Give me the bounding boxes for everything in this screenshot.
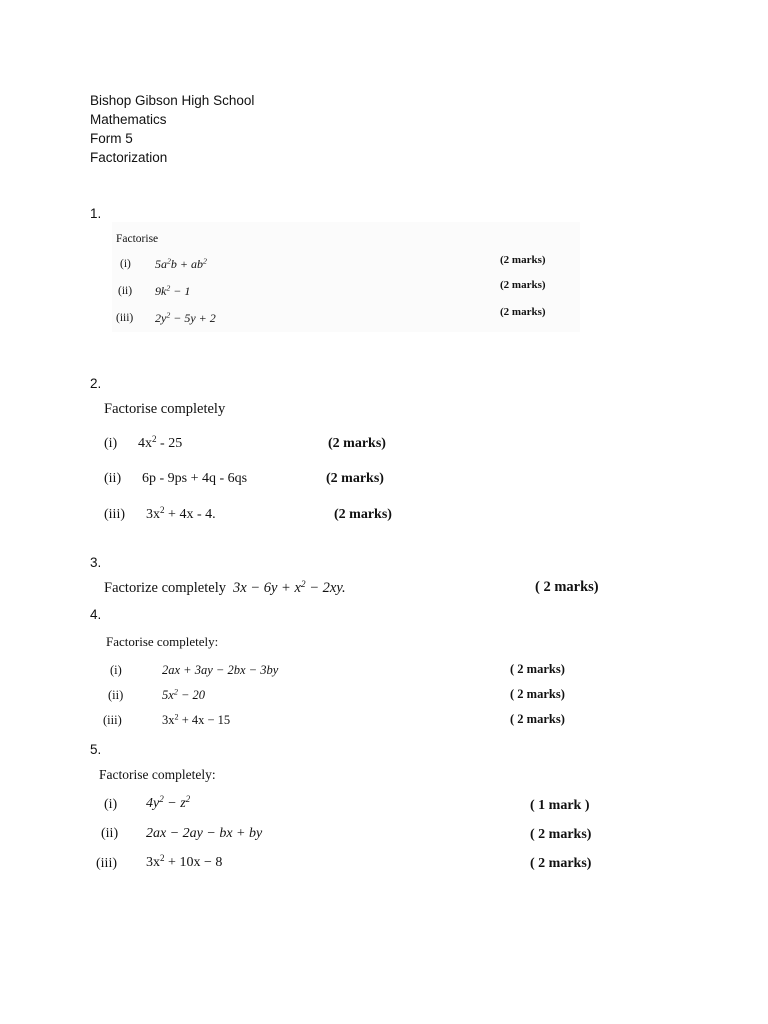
question-2-instruction: Factorise completely (104, 401, 226, 417)
q4-part-i-expression: 2ax + 3ay − 2bx − 3by (162, 663, 279, 677)
q5-part-ii-expression: 2ax − 2ay − bx + by (146, 826, 263, 841)
q2-part-ii-expression: 6p - 9ps + 4q - 6qs (142, 471, 248, 486)
q5-part-i-label: (i) (104, 797, 118, 812)
q1-part-iii-marks: (2 marks) (500, 306, 546, 318)
q4-part-iii-marks: ( 2 marks) (510, 712, 565, 726)
q4-part-ii-expression: $5x^2 - 20$ (162, 687, 206, 702)
q2-part-iii-label: (iii) (104, 507, 125, 522)
question-3-number: 3. (90, 555, 102, 570)
q2-part-i-marks: (2 marks) (328, 436, 386, 451)
q5-part-ii-label: (ii) (101, 826, 119, 841)
question-1-number: 1. (90, 206, 102, 221)
school-name: Bishop Gibson High School (90, 93, 255, 108)
question-2-number: 2. (90, 376, 102, 391)
q1-part-i-label: (i) (120, 258, 131, 270)
question-1-instruction: Factorise (116, 233, 159, 245)
q4-part-iii-label: (iii) (103, 713, 122, 727)
q5-part-i-marks: ( 1 mark ) (530, 798, 590, 813)
q1-part-iii-expression: $2y^2 - 5y + 2$ (155, 310, 216, 325)
q5-part-iii-expression: $3x^2 + 10x - 8$ (146, 853, 223, 870)
q1-part-iii-label: (iii) (116, 312, 134, 324)
q1-part-i-marks: (2 marks) (500, 254, 546, 266)
question-4-number: 4. (90, 607, 102, 622)
q2-part-iii-expression: $3x^2 + 4x - 4$. (146, 505, 216, 522)
q1-part-ii-expression: $9k^2 - 1$ (155, 283, 191, 298)
question-3-instruction: Factorize completely (104, 580, 226, 596)
q4-part-ii-label: (ii) (108, 688, 124, 702)
q5-part-ii-marks: ( 2 marks) (530, 827, 592, 842)
question-3-marks: ( 2 marks) (535, 579, 599, 595)
q5-part-iii-marks: ( 2 marks) (530, 856, 592, 871)
q1-part-ii-label: (ii) (118, 285, 133, 297)
question-3-expression: $3x - 6y + x^2 - 2xy$. (233, 579, 346, 596)
q1-part-ii-marks: (2 marks) (500, 279, 546, 291)
q2-part-i-label: (i) (104, 436, 118, 451)
q4-part-i-marks: ( 2 marks) (510, 662, 565, 676)
q2-part-ii-label: (ii) (104, 471, 122, 486)
q1-part-i-expression: $5a^2b + ab^2$ (155, 256, 207, 271)
question-5-number: 5. (90, 742, 102, 757)
topic-title: Factorization (90, 150, 168, 165)
question-4-instruction: Factorise completely: (106, 634, 219, 649)
q4-part-ii-marks: ( 2 marks) (510, 687, 565, 701)
question-5-instruction: Factorise completely: (99, 767, 216, 782)
q2-part-i-expression: $4x^2 - 25$ (138, 434, 183, 451)
q5-part-iii-label: (iii) (96, 856, 117, 871)
q2-part-ii-marks: (2 marks) (326, 471, 384, 486)
q5-part-i-expression: $4y^2 - z^2$ (146, 794, 191, 811)
form-level: Form 5 (90, 131, 133, 146)
q4-part-iii-expression: $3x^2 + 4x - 15$ (162, 712, 231, 727)
subject-name: Mathematics (90, 112, 167, 127)
q2-part-iii-marks: (2 marks) (334, 507, 392, 522)
q4-part-i-label: (i) (110, 663, 122, 677)
